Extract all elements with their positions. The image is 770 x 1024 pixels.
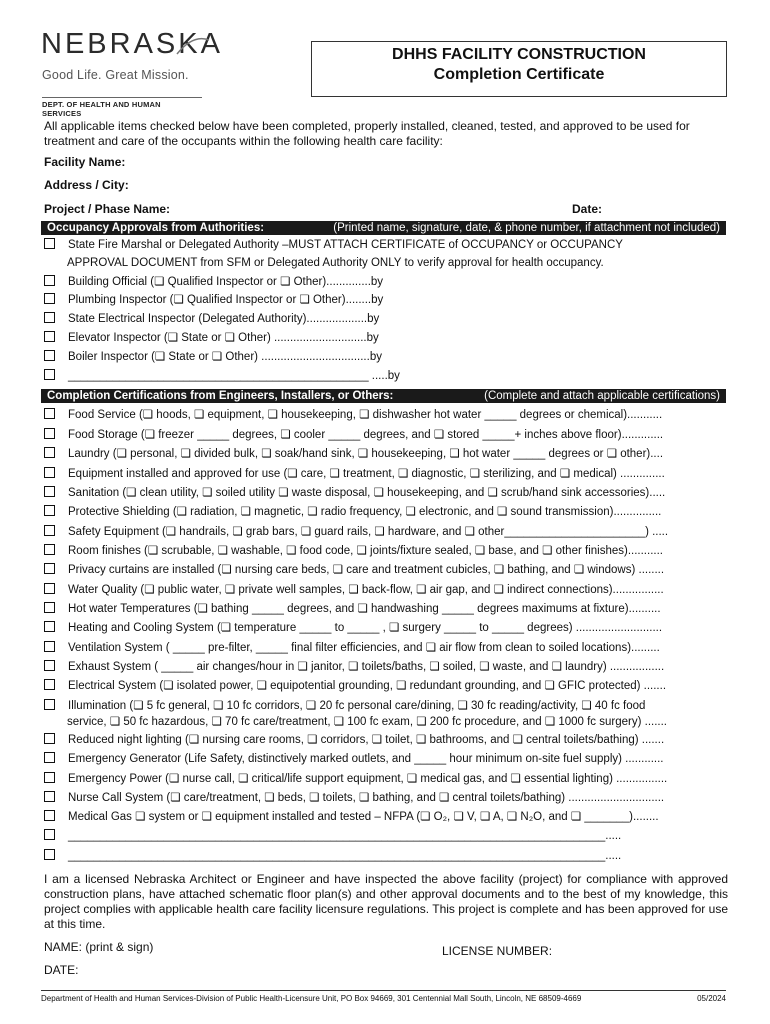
checklist-item — [44, 486, 728, 501]
checkbox[interactable] — [44, 525, 55, 536]
item-continuation: service, ❏ 50 fc hazardous, ❏ 70 fc care/treatment, ❏ 100 fc exam, ❏ 200 fc procedure, and ❏ 1000 fc surgery) ....... — [67, 716, 667, 728]
address-city-label[interactable]: Address / City: — [44, 178, 129, 192]
title-box — [311, 41, 727, 97]
checklist-item — [44, 849, 728, 864]
checklist-item — [44, 679, 728, 694]
form-subtitle: Completion Certificate — [433, 66, 605, 83]
item-label: Boiler Inspector (❏ State or ❏ Other) ..................................by — [68, 351, 382, 363]
section-occupancy-header — [41, 221, 726, 235]
checklist-item — [44, 505, 728, 520]
checklist-item — [44, 602, 728, 617]
item-label: _______________________________________________ .....by — [68, 370, 400, 382]
swoosh-icon — [175, 36, 211, 58]
section-heading: Completion Certifications from Engineers, Installers, or Others: — [47, 390, 394, 402]
checkbox[interactable] — [44, 486, 55, 497]
item-label: Food Storage (❏ freezer _____ degrees, ❏ cooler _____ degrees, and ❏ stored _____+ inches above floor)............. — [68, 429, 664, 441]
checklist-item — [44, 331, 728, 346]
item-label: Water Quality (❏ public water, ❏ private well samples, ❏ back-flow, ❏ air gap, and ❏ indirect connections)................ — [68, 584, 664, 596]
checkbox[interactable] — [44, 563, 55, 574]
checklist-item — [44, 467, 728, 482]
checkbox[interactable] — [44, 350, 55, 361]
item-continuation: APPROVAL DOCUMENT from SFM or Delegated Authority ONLY to verify approval for health occupancy. — [67, 257, 604, 269]
checklist-item — [44, 829, 728, 844]
name-sign-field[interactable]: NAME: (print & sign) — [44, 940, 154, 954]
item-label: Reduced night lighting (❏ nursing care rooms, ❏ corridors, ❏ toilet, ❏ bathrooms, and ❏ central toilets/bathing) ....... — [68, 734, 665, 746]
checkbox[interactable] — [44, 505, 55, 516]
checklist-item — [44, 583, 728, 598]
item-label: ____________________________________________________________________________________..... — [68, 830, 622, 842]
checkbox[interactable] — [44, 849, 55, 860]
license-number-field[interactable]: LICENSE NUMBER: — [442, 944, 553, 958]
checkbox[interactable] — [44, 408, 55, 419]
item-label: Nurse Call System (❏ care/treatment, ❏ beds, ❏ toilets, ❏ bathing, and ❏ central toilets/bathing) .............................. — [68, 792, 665, 804]
checkbox[interactable] — [44, 810, 55, 821]
item-label: Illumination (❏ 5 fc general, ❏ 10 fc corridors, ❏ 20 fc personal care/dining, ❏ 30 fc reading/activity, ❏ 40 fc food — [68, 700, 646, 712]
checkbox[interactable] — [44, 275, 55, 286]
item-label: Electrical System (❏ isolated power, ❏ equipotential grounding, ❏ redundant grounding, and ❏ GFIC protected) ....... — [68, 680, 667, 692]
checklist-item — [44, 641, 728, 656]
item-label: Building Official (❏ Qualified Inspector or ❏ Other)..............by — [68, 276, 384, 288]
item-label: State Fire Marshal or Delegated Authority –MUST ATTACH CERTIFICATE of OCCUPANCY or OCCUPANCY — [68, 239, 623, 251]
item-label: Equipment installed and approved for use (❏ care, ❏ treatment, ❏ diagnostic, ❏ sterilizing, and ❏ medical) .............. — [68, 468, 665, 480]
checkbox[interactable] — [44, 752, 55, 763]
nebraska-dhhs-logo — [41, 28, 223, 118]
item-label: Elevator Inspector (❏ State or ❏ Other) .............................by — [68, 332, 379, 344]
checklist-item — [44, 525, 728, 540]
logo-dept: DEPT. OF HEALTH AND HUMAN SERVICES — [42, 97, 202, 118]
footer — [41, 990, 726, 1003]
item-label: Heating and Cooling System (❏ temperature _____ to _____ , ❏ surgery _____ to _____ degrees) ........................... — [68, 622, 663, 634]
checklist-item — [44, 791, 728, 806]
checklist-item — [44, 621, 728, 636]
item-label: Privacy curtains are installed (❏ nursing care beds, ❏ care and treatment cubicles, ❏ bathing, and ❏ windows) ........ — [68, 564, 665, 576]
item-label: Safety Equipment (❏ handrails, ❏ grab bars, ❏ guard rails, ❏ hardware, and ❏ other______________________) ..... — [68, 526, 669, 538]
checkbox[interactable] — [44, 369, 55, 380]
item-label: Room finishes (❏ scrubable, ❏ washable, ❏ food code, ❏ joints/fixture sealed, ❏ base, and ❏ other finishes)........... — [68, 545, 663, 557]
item-label: Ventilation System ( _____ pre-filter, _____ final filter efficiencies, and ❏ air flow from clean to soiled locations)......... — [68, 642, 660, 654]
item-label: Sanitation (❏ clean utility, ❏ soiled utility ❏ waste disposal, ❏ housekeeping, and ❏ scrub/hand sink accessories)..... — [68, 487, 666, 499]
checklist-item — [44, 544, 728, 559]
footer-revision: 05/2024 — [697, 994, 726, 1003]
form-title: DHHS FACILITY CONSTRUCTION — [392, 46, 646, 63]
item-label: Exhaust System ( _____ air changes/hour in ❏ janitor, ❏ toilets/baths, ❏ soiled, ❏ waste, and ❏ laundry) ................. — [68, 661, 665, 673]
checklist-item — [44, 563, 728, 578]
checkbox[interactable] — [44, 829, 55, 840]
checklist-item — [44, 810, 728, 825]
checkbox[interactable] — [44, 238, 55, 249]
checklist-item — [44, 238, 728, 253]
checkbox[interactable] — [44, 660, 55, 671]
section-note: (Complete and attach applicable certifications) — [484, 390, 720, 402]
checkbox[interactable] — [44, 621, 55, 632]
checkbox[interactable] — [44, 602, 55, 613]
checkbox[interactable] — [44, 428, 55, 439]
checklist-item — [44, 275, 728, 290]
checklist-item — [44, 660, 728, 675]
checklist-item — [44, 733, 728, 748]
checkbox[interactable] — [44, 699, 55, 710]
item-label: Plumbing Inspector (❏ Qualified Inspector or ❏ Other)........by — [68, 294, 384, 306]
checkbox[interactable] — [44, 312, 55, 323]
footer-address: Department of Health and Human Services-Division of Public Health-Licensure Unit, PO Box 94669, 301 Centennial Mall South, Lincoln, NE 68509-4669 — [41, 994, 582, 1003]
checklist-item — [44, 312, 728, 327]
section-note: (Printed name, signature, date, & phone number, if attachment not included) — [333, 222, 720, 234]
checklist-item — [44, 369, 728, 384]
checkbox[interactable] — [44, 641, 55, 652]
checklist-item — [44, 293, 728, 308]
checkbox[interactable] — [44, 772, 55, 783]
section-completion-header — [41, 389, 726, 403]
item-label: Protective Shielding (❏ radiation, ❏ magnetic, ❏ radio frequency, ❏ electronic, and ❏ sound transmission)............... — [68, 506, 662, 518]
section-heading: Occupancy Approvals from Authorities: — [47, 222, 265, 234]
checkbox[interactable] — [44, 733, 55, 744]
checkbox[interactable] — [44, 447, 55, 458]
checklist-item — [44, 699, 728, 714]
checklist-item — [44, 447, 728, 462]
item-label: Medical Gas ❏ system or ❏ equipment installed and tested – NFPA (❏ O₂, ❏ V, ❏ A, ❏ N₂O, and ❏ _______)........ — [68, 811, 659, 823]
checklist-item — [44, 408, 728, 423]
item-label: Laundry (❏ personal, ❏ divided bulk, ❏ soak/hand sink, ❏ housekeeping, ❏ hot water _____ degrees or ❏ other).... — [68, 448, 664, 460]
checkbox[interactable] — [44, 791, 55, 802]
checkbox[interactable] — [44, 583, 55, 594]
checklist-item — [44, 428, 728, 443]
item-label: Hot water Temperatures (❏ bathing _____ degrees, and ❏ handwashing _____ degrees maximums at fixture).......... — [68, 603, 661, 615]
facility-name-label[interactable]: Facility Name: — [44, 155, 126, 169]
item-label: Food Service (❏ hoods, ❏ equipment, ❏ housekeeping, ❏ dishwasher hot water _____ degrees or chemical)........... — [68, 409, 663, 421]
signature-date-field[interactable]: DATE: — [44, 963, 79, 977]
checklist-item — [44, 350, 728, 365]
date-label[interactable]: Date: — [572, 202, 603, 216]
logo-tagline: Good Life. Great Mission. — [42, 68, 189, 82]
item-label: Emergency Power (❏ nurse call, ❏ critical/life support equipment, ❏ medical gas, and ❏ essential lighting) ................ — [68, 773, 668, 785]
checkbox[interactable] — [44, 679, 55, 690]
item-label: State Electrical Inspector (Delegated Authority)...................by — [68, 313, 380, 325]
logo-brand: NEBRASKA — [41, 28, 223, 60]
checkbox[interactable] — [44, 331, 55, 342]
intro-text: All applicable items checked below have been completed, properly installed, cleaned, tested, and approved to be used for treatment and care of the occupants within the following health care facility: — [44, 119, 690, 148]
checklist-item — [44, 752, 728, 767]
checkbox[interactable] — [44, 293, 55, 304]
checkbox[interactable] — [44, 544, 55, 555]
checkbox[interactable] — [44, 467, 55, 478]
item-label: ____________________________________________________________________________________..... — [68, 850, 622, 862]
checklist-item — [44, 772, 728, 787]
certification-statement: I am a licensed Nebraska Architect or Engineer and have inspected the above facility (project) for compliance with approved construction plans, have attached schematic floor plan(s) and other approval documents and to the best of my knowledge, this project complies with applicable health care facility licensure regulations. This project is complete and has been approved for use at this time. — [44, 872, 728, 931]
project-phase-label[interactable]: Project / Phase Name: — [44, 202, 171, 216]
item-label: Emergency Generator (Life Safety, distinctively marked outlets, and _____ hour minimum on-site fuel supply) ............ — [68, 753, 664, 765]
